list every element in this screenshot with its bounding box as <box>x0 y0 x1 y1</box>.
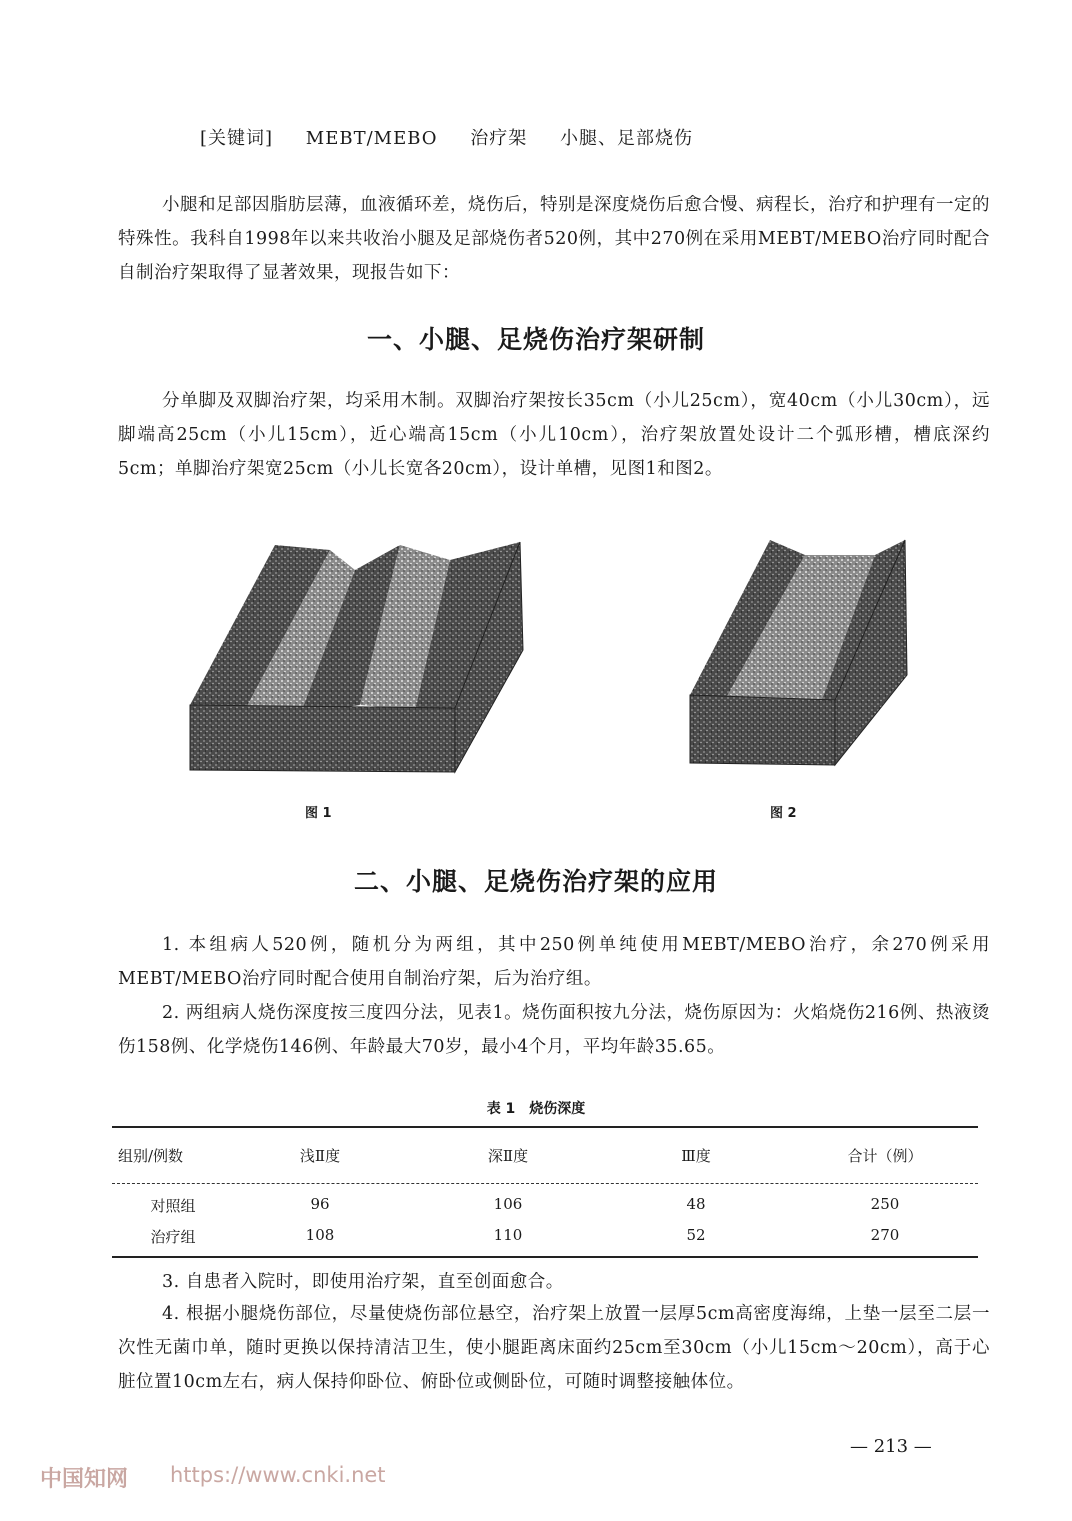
section2-paragraph-1: 1. 本组病人520例，随机分为两组，其中250例单纯使用MEBT/MEBO治疗，余270例采用MEBT/MEBO治疗同时配合使用自制治疗架，后为治疗组。 <box>118 935 990 989</box>
table-cell: 270 <box>870 1226 900 1244</box>
table-cell: 96 <box>310 1195 330 1213</box>
table-header-cell: 合计（例） <box>847 1147 923 1165</box>
table-title: 表 1 烧伤深度 <box>486 1101 586 1117</box>
page-number: — 213 — <box>850 1436 932 1457</box>
section2-paragraph-4: 4. 根据小腿烧伤部位，尽量使烧伤部位悬空，治疗架上放置一层厚5cm高密度海绵，上垫一层至二层一次性无菌巾单，随时更换以保持清洁卫生，使小腿距离床面约25cm至30cm（小儿15cm～20cm），高于心脏位置10cm左右，病人保持仰卧位、俯卧位或侧卧位，可随时调整接触体位。 <box>118 1304 990 1392</box>
keyword-item: 治疗架 <box>470 128 528 149</box>
section1-body: 分单脚及双脚治疗架，均采用木制。双脚治疗架按长35cm（小儿25cm），宽40cm（小儿30cm），远脚端高25cm（小儿15cm），近心端高15cm（小儿10cm），治疗架放置处设计二个弧形槽，槽底深约5cm；单脚治疗架宽25cm（小儿长宽各20cm），设计单槽，见图1和图2。 <box>118 391 990 479</box>
table-cell: 52 <box>686 1226 706 1244</box>
table-cell: 对照组 <box>150 1197 196 1215</box>
keyword-item: MEBT/MEBO <box>305 128 438 149</box>
table-header-cell: 浅Ⅱ度 <box>299 1147 341 1165</box>
section2-paragraph-3: 3. 自患者入院时，即使用治疗架，直至创面愈合。 <box>162 1272 564 1292</box>
figure-1-double-frame <box>185 530 530 775</box>
table-cell: 48 <box>686 1195 706 1213</box>
table-cell: 108 <box>305 1226 335 1244</box>
figure-2-caption: 图 2 <box>770 806 797 821</box>
figure-2-single-frame <box>685 535 915 770</box>
keywords-label: [关键词] <box>200 128 274 149</box>
footer-url[interactable]: https://www.cnki.net <box>170 1463 386 1487</box>
footer-brand: 中国知网 <box>40 1467 129 1492</box>
table-header-cell: 组别/例数 <box>118 1147 184 1165</box>
table-cell: 106 <box>493 1195 523 1213</box>
intro-paragraph: 小腿和足部因脂肪层薄，血液循环差，烧伤后，特别是深度烧伤后愈合慢、病程长，治疗和护理有一定的特殊性。我科自1998年以来共收治小腿及足部烧伤者520例，其中270例在采用MEBT/MEBO治疗同时配合自制治疗架取得了显著效果，现报告如下： <box>118 195 990 283</box>
section1-heading: 一、小腿、足烧伤治疗架研制 <box>366 325 705 354</box>
section2-paragraph-2: 2. 两组病人烧伤深度按三度四分法，见表1。烧伤面积按九分法，烧伤原因为：火焰烧伤216例、热液烫伤158例、化学烧伤146例、年龄最大70岁，最小4个月，平均年龄35.65。 <box>118 1003 990 1057</box>
keyword-item: 小腿、足部烧伤 <box>560 128 694 149</box>
section2-heading: 二、小腿、足烧伤治疗架的应用 <box>353 867 718 896</box>
table-bottom-rule <box>112 1256 978 1258</box>
table-cell: 治疗组 <box>150 1228 196 1246</box>
table-cell: 250 <box>870 1195 900 1213</box>
table-top-rule <box>112 1126 978 1128</box>
keywords-line <box>200 124 719 150</box>
table-header-cell: 深Ⅱ度 <box>487 1147 529 1165</box>
figure-1-caption: 图 1 <box>305 806 332 821</box>
table-header-cell: Ⅲ度 <box>681 1147 711 1165</box>
table-header-rule <box>112 1183 978 1184</box>
table-cell: 110 <box>493 1226 523 1244</box>
